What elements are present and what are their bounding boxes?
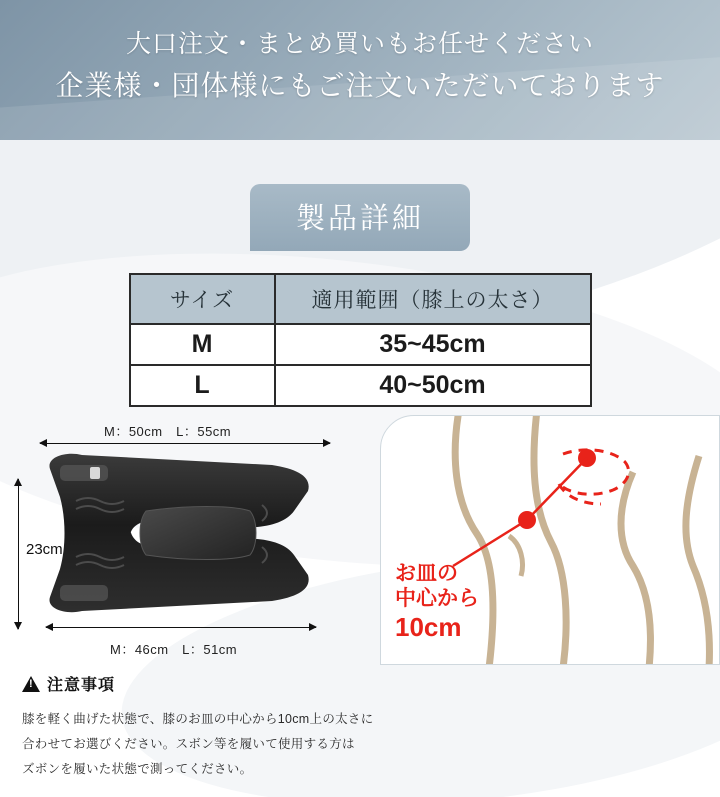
spec-table <box>129 273 592 407</box>
hero-headline-secondary: 企業様・団体様にもご注文いただいております <box>55 69 665 101</box>
dimension-label-top: M：50cm L：55cm <box>104 424 232 439</box>
callout-line-2: 中心から <box>395 586 479 610</box>
dimension-arrow-bottom <box>46 627 316 628</box>
knee-brace-image <box>36 449 326 614</box>
notice-heading: 注意事項 <box>47 677 116 694</box>
notice-line-3: ズボンを履いた状態で測ってください。 <box>22 762 253 776</box>
warning-icon <box>22 676 40 692</box>
callout-text <box>395 562 479 642</box>
hero-text-block <box>0 0 720 105</box>
table-row <box>130 365 591 406</box>
notice-body <box>22 707 502 782</box>
notice-line-2: 合わせてお選びください。スボン等を履いて使用する方は <box>22 737 355 751</box>
spec-table-head <box>130 274 591 324</box>
product-diagram <box>0 421 368 661</box>
dimension-arrow-left <box>18 479 19 629</box>
notice-heading-row <box>22 672 502 695</box>
spec-table-wrap <box>129 273 592 407</box>
callout-line-3: 10cm <box>395 611 462 642</box>
section-title-wrap <box>0 184 720 251</box>
cell-size-m: M <box>130 324 275 365</box>
hero-headline-primary: 大口注文・まとめ買いもお任せください <box>125 30 594 58</box>
callout-line-1: お皿の <box>395 562 458 585</box>
column-header-size: サイズ <box>130 274 275 324</box>
dimension-label-bottom: M：46cm L：51cm <box>110 642 238 657</box>
table-row <box>130 324 591 365</box>
dimension-arrow-top <box>40 443 330 444</box>
notice-line-1: 膝を軽く曲げた状態で、膝のお皿の中心から10cm上の太さに <box>22 712 374 726</box>
warning-icon-glyph: ! <box>29 677 34 690</box>
cell-size-l: L <box>130 365 275 406</box>
table-header-row <box>130 274 591 324</box>
spec-table-body <box>130 324 591 406</box>
cell-range-m: 35~45cm <box>275 324 591 365</box>
dimension-label-left: 23cm <box>26 541 63 558</box>
leg-illustration-card <box>380 415 720 665</box>
hero-banner <box>0 0 720 160</box>
cell-range-l: 40~50cm <box>275 365 591 406</box>
page-title: 製品詳細 <box>250 184 470 251</box>
column-header-range: 適用範囲（膝上の太さ） <box>275 274 591 324</box>
notice-block <box>22 672 502 782</box>
